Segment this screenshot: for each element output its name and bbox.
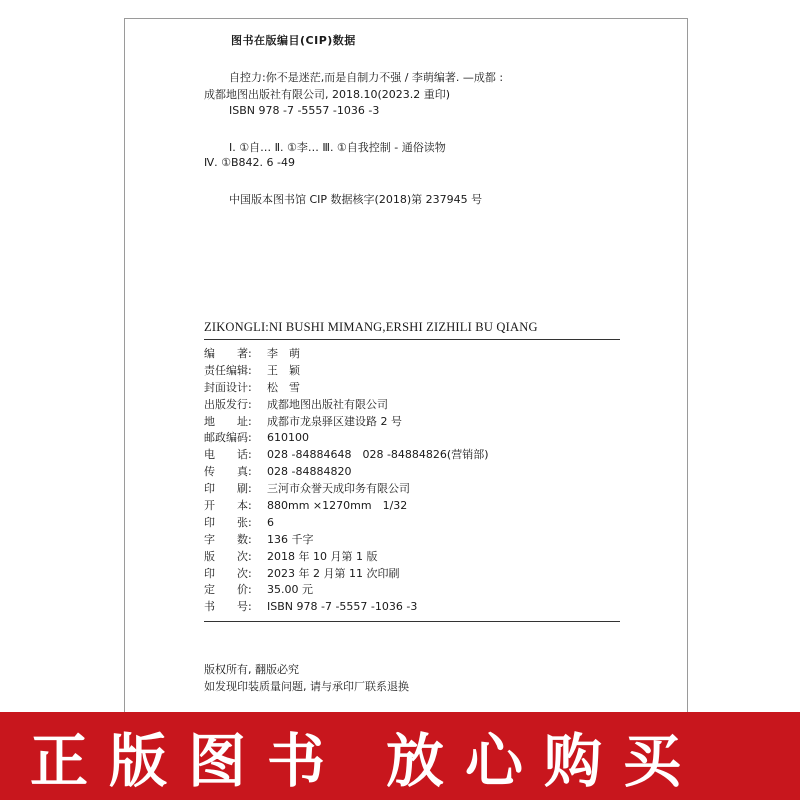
cip-title: 图书在版编目(CIP)数据 (231, 34, 356, 47)
rights-notice (204, 661, 409, 695)
info-value: 028 -84884820 (267, 465, 352, 479)
info-label: 印 次: (204, 566, 252, 580)
cip-record-number: 中国版本图书馆 CIP 数据核字(2018)第 237945 号 (229, 193, 483, 206)
info-row (204, 380, 488, 397)
divider (204, 621, 620, 622)
info-value: 2023 年 2 月第 11 次印刷 (267, 566, 400, 580)
info-label: 邮政编码: (204, 431, 252, 445)
banner-text-genuine: 正版图书 (30, 727, 347, 795)
info-value: 李 萌 (267, 347, 300, 360)
cip-line: 成都地图出版社有限公司, 2018.10(2023.2 重印) (204, 88, 451, 101)
info-row (204, 346, 488, 363)
promo-banner (0, 712, 800, 800)
info-row (204, 515, 488, 532)
cip-isbn: ISBN 978 -7 -5557 -1036 -3 (229, 104, 380, 117)
info-row (204, 532, 488, 549)
info-row (204, 481, 488, 498)
info-row (204, 447, 488, 464)
pinyin-title: ZIKONGLI:NI BUSHI MIMANG,ERSHI ZIZHILI BU QIANG (204, 320, 538, 334)
info-label: 字 数: (204, 532, 252, 546)
info-value: 成都市龙泉驿区建设路 2 号 (267, 414, 402, 428)
info-label: 印 张: (204, 515, 252, 529)
cip-line: 自控力:你不是迷茫,而是自制力不强 / 李萌编著. —成都 : (229, 71, 504, 84)
publication-info (204, 346, 488, 616)
copyright-page (124, 18, 688, 713)
info-row (204, 414, 488, 431)
info-value: 028 -84884648 028 -84884826(营销部) (267, 448, 489, 462)
info-row (204, 464, 488, 481)
info-value: 880mm ×1270mm 1/32 (267, 499, 408, 513)
info-value: 610100 (267, 431, 309, 445)
divider (204, 339, 620, 340)
info-row (204, 397, 488, 414)
info-label: 地 址: (204, 414, 252, 428)
info-label: 电 话: (204, 448, 252, 462)
info-row (204, 498, 488, 515)
info-label: 定 价: (204, 583, 252, 597)
info-value: ISBN 978 -7 -5557 -1036 -3 (267, 600, 418, 614)
banner-text-assurance: 放心购买 (386, 727, 703, 795)
info-label: 责任编辑: (204, 363, 252, 377)
info-row (204, 363, 488, 380)
info-value: 成都地图出版社有限公司 (267, 397, 388, 411)
info-row (204, 582, 488, 599)
cip-classification: Ⅳ. ①B842. 6 -49 (204, 156, 296, 169)
info-label: 印 刷: (204, 482, 252, 496)
info-label: 出版发行: (204, 397, 252, 411)
info-label: 版 次: (204, 549, 252, 563)
info-label: 传 真: (204, 465, 252, 479)
info-label: 编 著: (204, 347, 252, 360)
info-value: 松 雪 (267, 380, 300, 394)
info-row (204, 430, 488, 447)
rights-line: 版权所有, 翻版必究 (204, 663, 299, 676)
info-row (204, 549, 488, 566)
info-row (204, 566, 488, 583)
info-label: 封面设计: (204, 380, 252, 394)
cip-classification: Ⅰ. ①自… Ⅱ. ①李… Ⅲ. ①自我控制 - 通俗读物 (229, 141, 446, 154)
info-value: 35.00 元 (267, 583, 313, 597)
info-label: 书 号: (204, 600, 252, 614)
rights-line: 如发现印装质量问题, 请与承印厂联系退换 (204, 680, 409, 693)
info-value: 6 (267, 515, 274, 529)
info-value: 王 颖 (267, 363, 300, 377)
info-value: 三河市众誉天成印务有限公司 (267, 482, 410, 496)
info-row (204, 599, 488, 616)
info-label: 开 本: (204, 499, 252, 513)
info-value: 2018 年 10 月第 1 版 (267, 549, 378, 563)
info-value: 136 千字 (267, 532, 314, 546)
